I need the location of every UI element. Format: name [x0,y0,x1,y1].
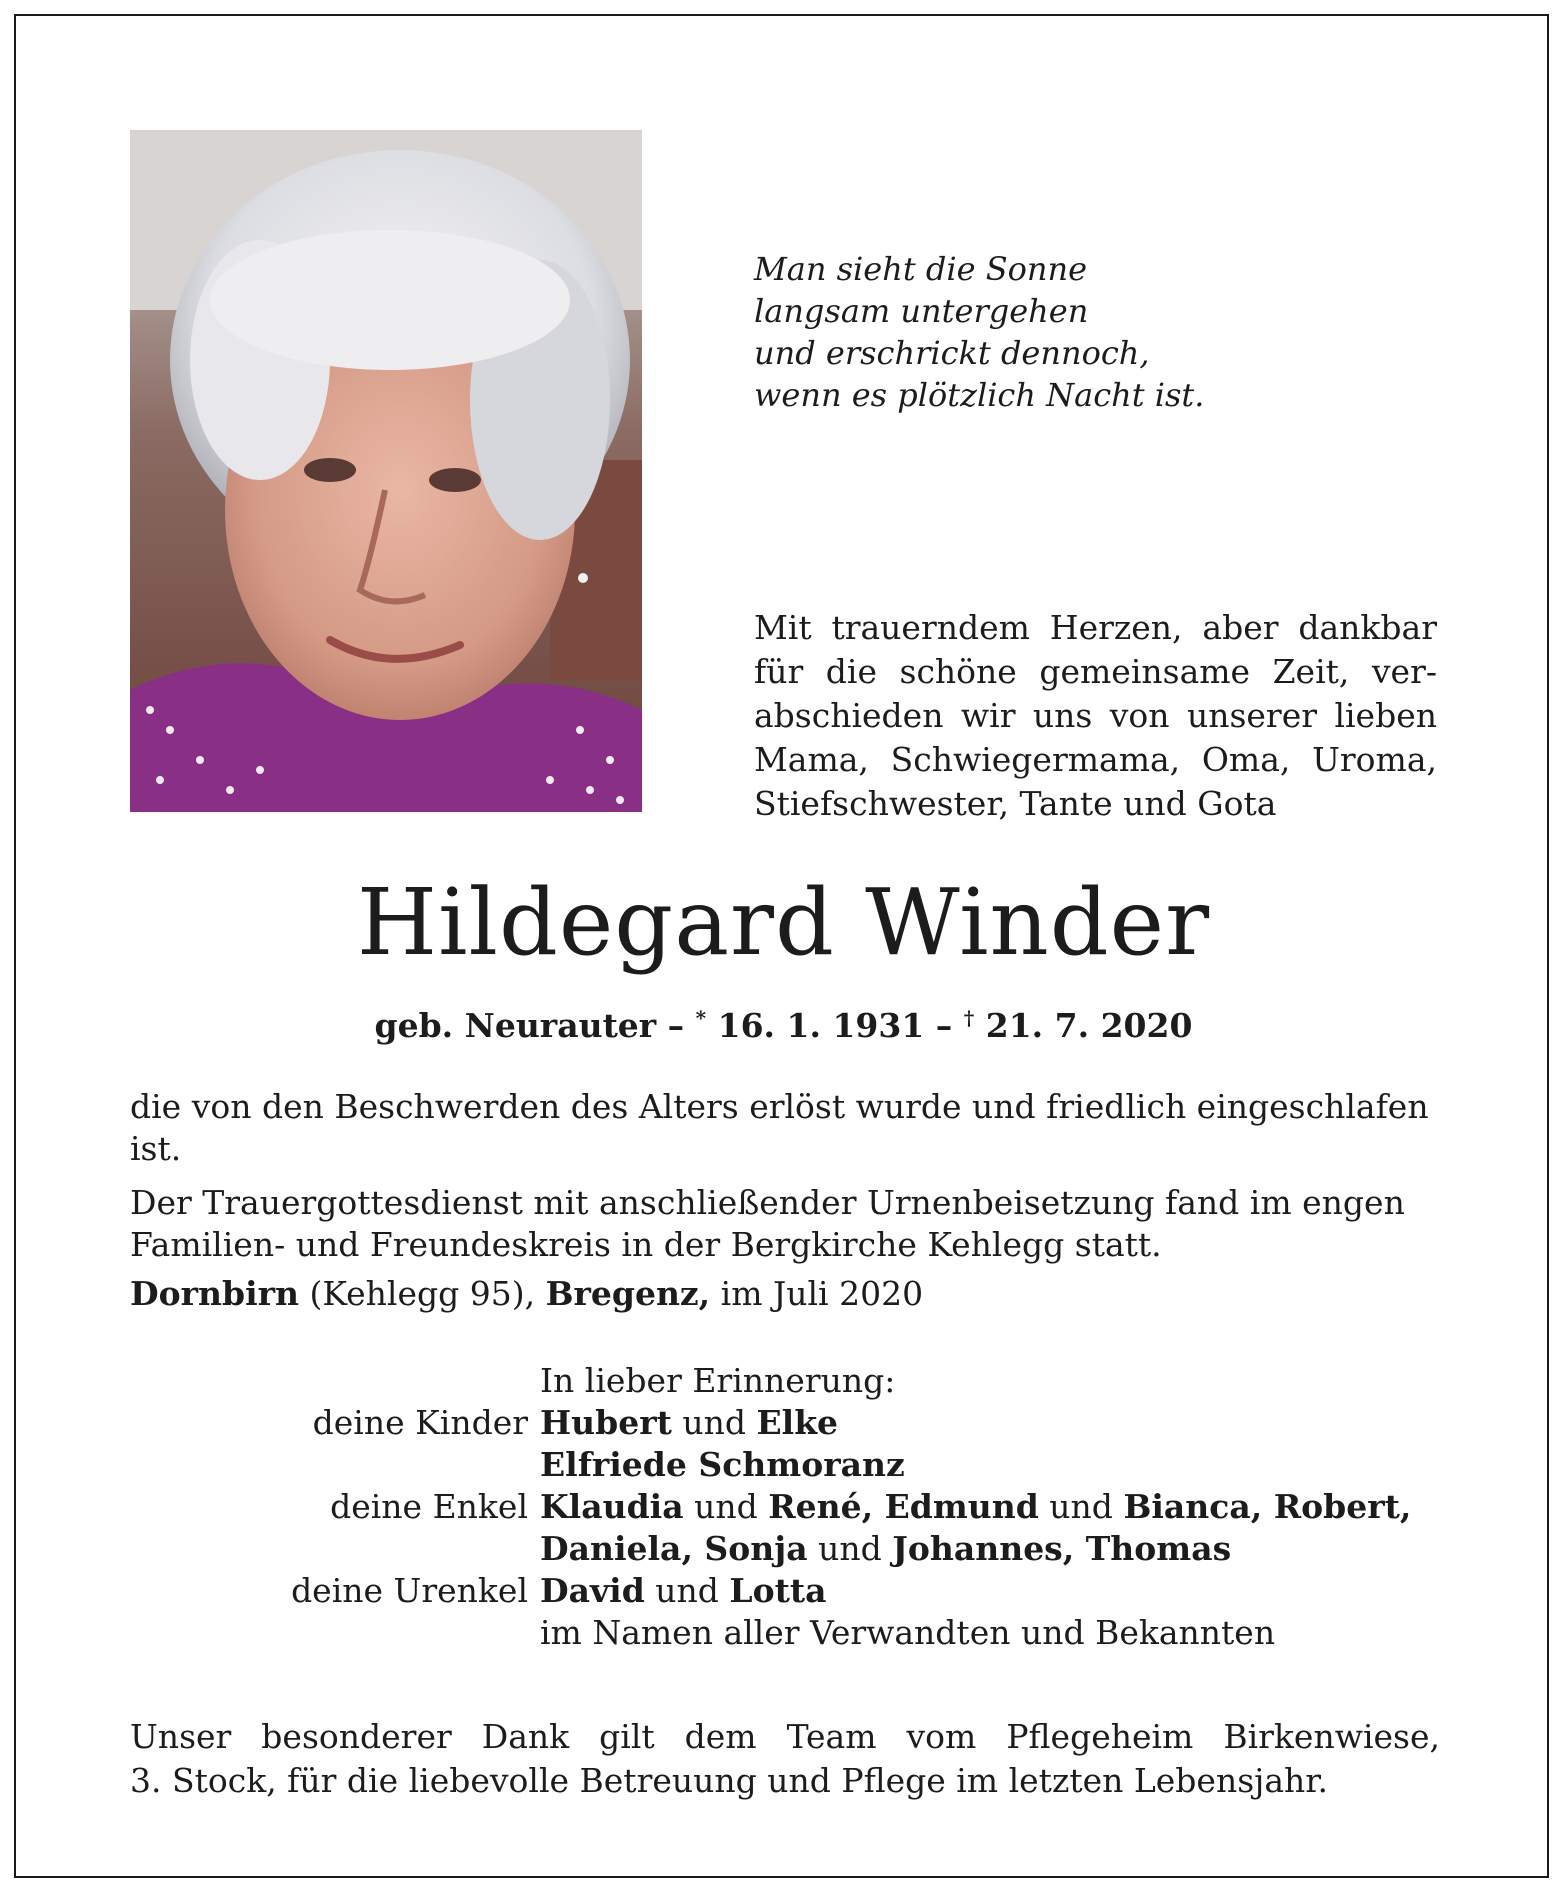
quote-line: wenn es plötzlich Nacht ist. [754,376,1205,414]
children-label: deine Kinder [312,1403,528,1442]
grandchildren-names: Klaudia und René, Edmund und Bianca, Robert, [540,1487,1412,1526]
city-dornbirn: Dornbirn [130,1274,299,1313]
memorial-quote [754,248,1204,416]
children-names: Hubert und Elke [540,1403,839,1442]
quote-line: langsam untergehen [754,292,1089,330]
city-bregenz: Bregenz, [545,1274,711,1313]
body-paragraph: die von den Beschwerden des Alters erlöst wurde und friedlich eingeschlafen ist. [130,1087,1429,1168]
signers-heading: In lieber Erinnerung: [540,1361,896,1400]
intro-line: Mit trauerndem Herzen, aber dankbar [754,608,1437,647]
portrait-photo [130,130,642,812]
place-date [130,1272,923,1316]
children-names: Elfriede Schmoranz [540,1445,905,1484]
intro-line: für die schöne gemeinsame Zeit, ver- [754,652,1437,691]
life-dates [0,996,1567,1048]
signers-closing: im Namen aller Verwandten und Bekannten [540,1613,1276,1652]
address: (Kehlegg 95), [299,1274,546,1313]
body-paragraph: Der Trauergottesdienst mit anschließender Urnenbeisetzung fand im engen Familien- und Freundeskreis in der Bergkirche Kehlegg statt. [130,1183,1405,1264]
great-grandchildren-names: David und Lotta [540,1571,827,1610]
maiden-name: geb. Neurauter – [374,1006,696,1045]
month-year: im Juli 2020 [710,1274,924,1313]
thanks-note [130,1715,1440,1803]
mourners-list [130,1360,1450,1654]
great-grandchildren-label: deine Urenkel [291,1571,528,1610]
intro-line: Stiefschwester, Tante und Gota [754,784,1277,823]
intro-line: Mama, Schwiegermama, Oma, Uroma, [754,740,1437,779]
death-symbol: † [963,1006,975,1030]
grandchildren-label: deine Enkel [330,1487,528,1526]
quote-line: und erschrickt dennoch, [754,334,1150,372]
deceased-name: Hildegard Winder [356,869,1211,976]
announcement-body [130,1086,1440,1278]
intro-line: abschieden wir uns von unserer lieben [754,696,1437,735]
birth-symbol: * [695,1006,707,1030]
grandchildren-names: Daniela, Sonja und Johannes, Thomas [540,1529,1232,1568]
intro-text [754,606,1437,826]
thanks-line: 3. Stock, für die liebevolle Betreuung und Pflege im letzten Lebensjahr. [130,1761,1328,1800]
death-date: 21. 7. 2020 [974,1006,1193,1045]
thanks-line: Unser besonderer Dank gilt dem Team vom Pflegeheim Birkenwiese, [130,1717,1440,1756]
quote-line: Man sieht die Sonne [754,250,1088,288]
birth-date: 16. 1. 1931 – [706,1006,964,1045]
